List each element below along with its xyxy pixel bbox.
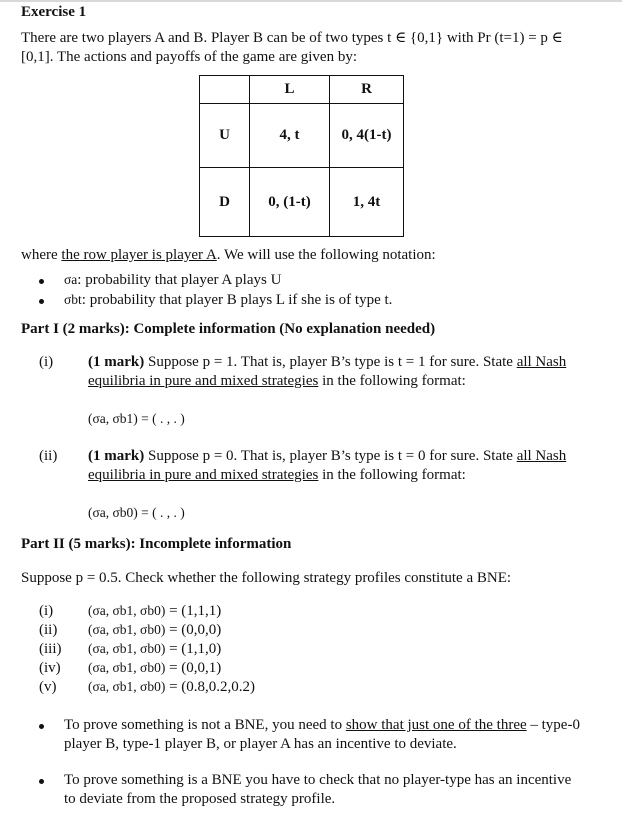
part1-item-ii-formula: (σa, σb0) = ( . , . ) — [88, 505, 185, 520]
table-corner-cell — [200, 76, 250, 104]
note-1-line2: player B, type-1 player B, or player A has an incentive to deviate. — [64, 736, 457, 752]
intro-line-1: There are two players A and B. Player B can be of two types t ∈ {0,1} with Pr (t=1) = p ∈ — [21, 30, 563, 46]
bullet-icon — [39, 779, 44, 784]
profile-number: (iv) — [39, 660, 61, 676]
cell-D-L: 0, (1-t) — [250, 168, 330, 237]
part1-item-i-line2: equilibria in pure and mixed strategies in the following format: — [88, 373, 466, 389]
part1-item-i-line1: (1 mark) Suppose p = 1. That is, player B’s type is t = 1 for sure. State all Nash — [88, 354, 567, 370]
notation-lead: where the row player is player A. We will use the following notation: — [21, 247, 436, 263]
notation-bullet-1: σa: probability that player A plays U — [64, 272, 282, 288]
part1-item-number: (ii) — [39, 448, 58, 464]
part1-item-ii-line1: (1 mark) Suppose p = 0. That is, player B’s type is t = 0 for sure. State all Nash — [88, 448, 567, 464]
col-header-R: R — [330, 76, 404, 104]
part1-item-ii-line2: equilibria in pure and mixed strategies in the following format: — [88, 467, 466, 483]
note-2-line2: to deviate from the proposed strategy profile. — [64, 791, 336, 807]
cell-U-L: 4, t — [250, 104, 330, 168]
part1-item-i-formula: (σa, σb1) = ( . , . ) — [88, 411, 185, 426]
row-player-link: the row player is player A — [61, 247, 217, 263]
exercise-title: Exercise 1 — [21, 4, 87, 20]
note-1-line1: To prove something is not a BNE, you need to show that just one of the three – type-0 — [64, 717, 580, 733]
row-label-D: D — [200, 168, 250, 237]
payoff-table — [199, 75, 404, 237]
part1-heading: Part I (2 marks): Complete information (No explanation needed) — [21, 321, 436, 337]
profile-row: (σa, σb1, σb0) = (1,1,1) — [88, 603, 222, 619]
profile-row: (σa, σb1, σb0) = (0.8,0.2,0.2) — [88, 679, 256, 695]
col-header-L: L — [250, 76, 330, 104]
part2-intro: Suppose p = 0.5. Check whether the following strategy profiles constitute a BNE: — [21, 570, 512, 586]
profile-number: (ii) — [39, 622, 58, 638]
note-2-line1: To prove something is a BNE you have to check that no player-type has an incentive — [64, 772, 572, 788]
profile-row: (σa, σb1, σb0) = (0,0,1) — [88, 660, 222, 676]
part2-heading: Part II (5 marks): Incomplete information — [21, 536, 292, 552]
row-label-U: U — [200, 104, 250, 168]
bullet-icon — [39, 299, 44, 304]
cell-U-R: 0, 4(1-t) — [330, 104, 404, 168]
profile-row: (σa, σb1, σb0) = (0,0,0) — [88, 622, 222, 638]
notation-bullet-2: σbt: probability that player B plays L if she is of type t. — [64, 292, 393, 308]
cell-D-R: 1, 4t — [330, 168, 404, 237]
part1-item-number: (i) — [39, 354, 54, 370]
bullet-icon — [39, 279, 44, 284]
profile-row: (σa, σb1, σb0) = (1,1,0) — [88, 641, 222, 657]
bullet-icon — [39, 724, 44, 729]
profile-number: (i) — [39, 603, 54, 619]
top-rule — [0, 0, 622, 2]
profile-number: (v) — [39, 679, 57, 695]
intro-line-2: [0,1]. The actions and payoffs of the game are given by: — [21, 49, 358, 65]
profile-number: (iii) — [39, 641, 62, 657]
